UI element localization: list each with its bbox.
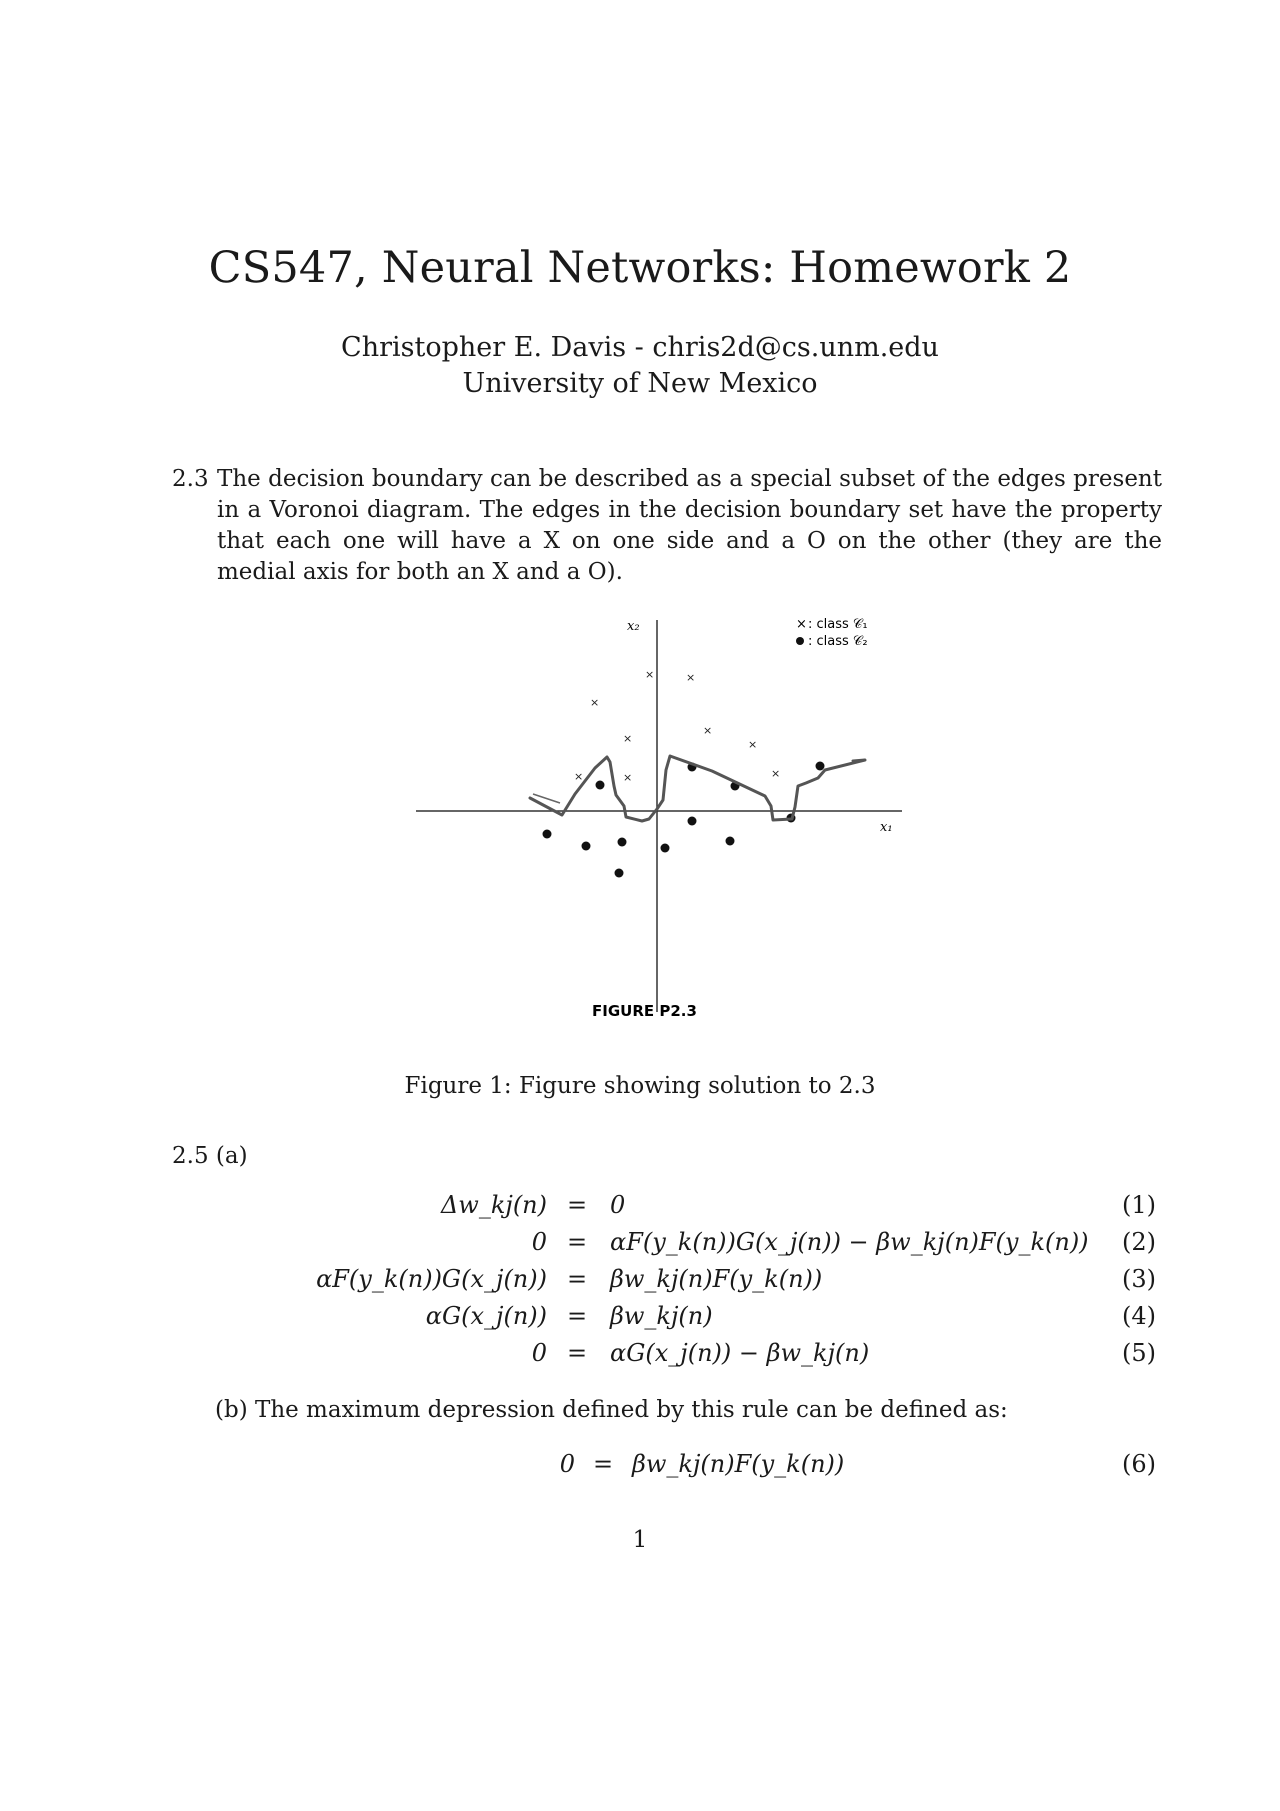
problem-number: 2.3: [172, 466, 209, 492]
dot-marker: [661, 844, 670, 853]
author-line: Christopher E. Davis - chris2d@cs.unm.edu: [341, 332, 939, 363]
x-marker: ×: [703, 724, 713, 737]
eq-tag: (3): [1122, 1265, 1156, 1293]
legend-class1: : class 𝒞₁: [808, 617, 868, 632]
dot-marker: [726, 837, 735, 846]
x-marker: ×: [748, 738, 758, 751]
eq-lhs: αG(x_j(n)): [425, 1302, 547, 1330]
equation-4: [0, 1302, 1280, 1338]
equation-1: [0, 1191, 1280, 1227]
x-marker: ×: [574, 770, 584, 783]
y-axis-label: x₂: [627, 619, 640, 634]
figure-label: FIGURE P2.3: [592, 1002, 697, 1020]
eq-lhs: 0: [531, 1228, 547, 1256]
dot-marker: [582, 842, 591, 851]
x-marker: ×: [623, 732, 633, 745]
eq-lhs: 0: [531, 1339, 547, 1367]
dot-marker: [615, 869, 624, 878]
eq-lhs: Δw_kj(n): [440, 1191, 547, 1219]
eq-equals: =: [567, 1302, 588, 1330]
eq-lhs: αF(y_k(n))G(x_j(n)): [316, 1265, 547, 1293]
legend-dot-marker: [796, 637, 804, 645]
figure-p2-3: [410, 610, 910, 1050]
eq-lhs: 0: [559, 1450, 575, 1478]
eq-rhs: βw_kj(n)F(y_k(n)): [610, 1265, 823, 1293]
dot-marker: [618, 838, 627, 847]
equation-2: [0, 1228, 1280, 1264]
eq-equals: =: [567, 1265, 588, 1293]
dot-marker: [816, 762, 825, 771]
eq-tag: (6): [1122, 1450, 1156, 1478]
equation-5: [0, 1339, 1280, 1375]
eq-tag: (1): [1122, 1191, 1156, 1219]
eq-equals: =: [567, 1228, 588, 1256]
part-b-text: (b) The maximum depression defined by this rule can be defined as:: [215, 1397, 1008, 1423]
class1-markers: [574, 668, 780, 784]
legend-class2: : class 𝒞₂: [808, 634, 868, 649]
problem-text: The decision boundary can be described as a special subset of the edges present in a Voronoi diagram. The edges in the decision boundary set have the property that each one will have a X on one side and a O on the other (they are the medial axis for both an X and a O).: [217, 466, 1162, 585]
legend-x-marker: ×: [796, 617, 807, 632]
eq-rhs: 0: [610, 1191, 626, 1219]
x-marker: ×: [686, 671, 696, 684]
page-number: 1: [632, 1527, 648, 1553]
x-marker: ×: [771, 767, 781, 780]
eq-rhs: βw_kj(n)F(y_k(n)): [632, 1450, 845, 1478]
equation-3: [0, 1265, 1280, 1301]
eq-tag: (5): [1122, 1339, 1156, 1367]
page-title: CS547, Neural Networks: Homework 2: [208, 243, 1072, 293]
dot-marker: [543, 830, 552, 839]
eq-tag: (2): [1122, 1228, 1156, 1256]
eq-rhs: αF(y_k(n))G(x_j(n)) − βw_kj(n)F(y_k(n)): [610, 1228, 1089, 1256]
x-marker: ×: [623, 771, 633, 784]
figure-caption: Figure 1: Figure showing solution to 2.3: [404, 1073, 876, 1099]
affiliation: University of New Mexico: [462, 368, 818, 399]
eq-equals: =: [593, 1450, 614, 1478]
x-marker: ×: [645, 668, 655, 681]
dot-marker: [596, 781, 605, 790]
eq-tag: (4): [1122, 1302, 1156, 1330]
x-marker: ×: [590, 696, 600, 709]
eq-equals: =: [567, 1191, 588, 1219]
eq-rhs: αG(x_j(n)) − βw_kj(n): [610, 1339, 870, 1367]
eq-rhs: βw_kj(n): [610, 1302, 713, 1330]
problem-2-3: [172, 464, 1162, 588]
problem-2-5-label: 2.5 (a): [172, 1143, 248, 1169]
dot-marker: [688, 817, 697, 826]
x-axis-label: x₁: [880, 820, 893, 835]
eq-equals: =: [567, 1339, 588, 1367]
equation-6: [0, 1450, 1280, 1486]
